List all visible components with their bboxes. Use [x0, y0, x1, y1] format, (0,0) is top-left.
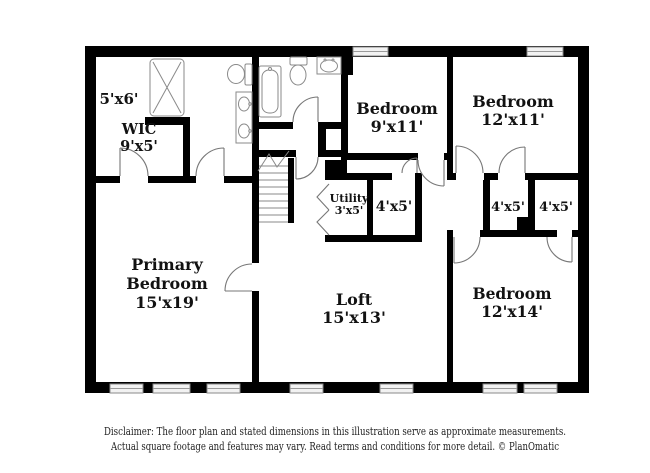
room-label-bedroom12x11-name: Bedroom: [472, 92, 554, 111]
room-label-utility-name: Utility: [329, 192, 369, 205]
sink: [317, 57, 341, 74]
disclaimer-line2: Actual square footage and features may vary. Read terms and conditions for more detail. © PlanOmatic: [110, 440, 560, 453]
shower: [150, 59, 184, 116]
bifold-door: [317, 184, 329, 235]
disclaimer-line1: Disclaimer: The floor plan and stated dimensions in this illustration serve as approximate measurements.: [104, 425, 566, 438]
room-label-closet2-dims: 4'x5': [491, 200, 525, 215]
room-label-bedroom9x11-name: Bedroom: [356, 99, 438, 118]
stairs: [258, 151, 289, 222]
room-label-bedroom9x11-dims: 9'x11': [370, 117, 424, 136]
room-label-wic-name: WIC: [121, 121, 157, 138]
room-label-closet3-dims: 4'x5': [539, 200, 573, 215]
room-label-primary-dims: 15'x19': [135, 293, 199, 312]
toilet: [290, 57, 307, 85]
room-label-bedroom12x11-dims: 12'x11': [481, 110, 545, 129]
room-label-closet1-dims: 4'x5': [375, 199, 413, 215]
bathtub: [259, 66, 281, 117]
room-label-primary-line2: Bedroom: [126, 274, 208, 293]
vanity-double-sink: [236, 92, 252, 143]
room-label-bath-dims: 5'x6': [99, 90, 139, 108]
fixtures: [150, 57, 341, 143]
room-label-bedroom12x14-name: Bedroom: [472, 284, 552, 303]
room-label-bedroom12x14-dims: 12'x14': [481, 302, 543, 321]
stair-treads: [259, 166, 288, 222]
room-label-loft-dims: 15'x13': [322, 308, 386, 327]
toilet: [228, 64, 253, 85]
room-label-primary-line1: Primary: [131, 255, 203, 274]
room-label-wic-dims: 9'x5': [120, 138, 158, 155]
room-label-utility-dims: 3'x5': [334, 204, 364, 217]
room-label-loft-name: Loft: [335, 290, 373, 309]
